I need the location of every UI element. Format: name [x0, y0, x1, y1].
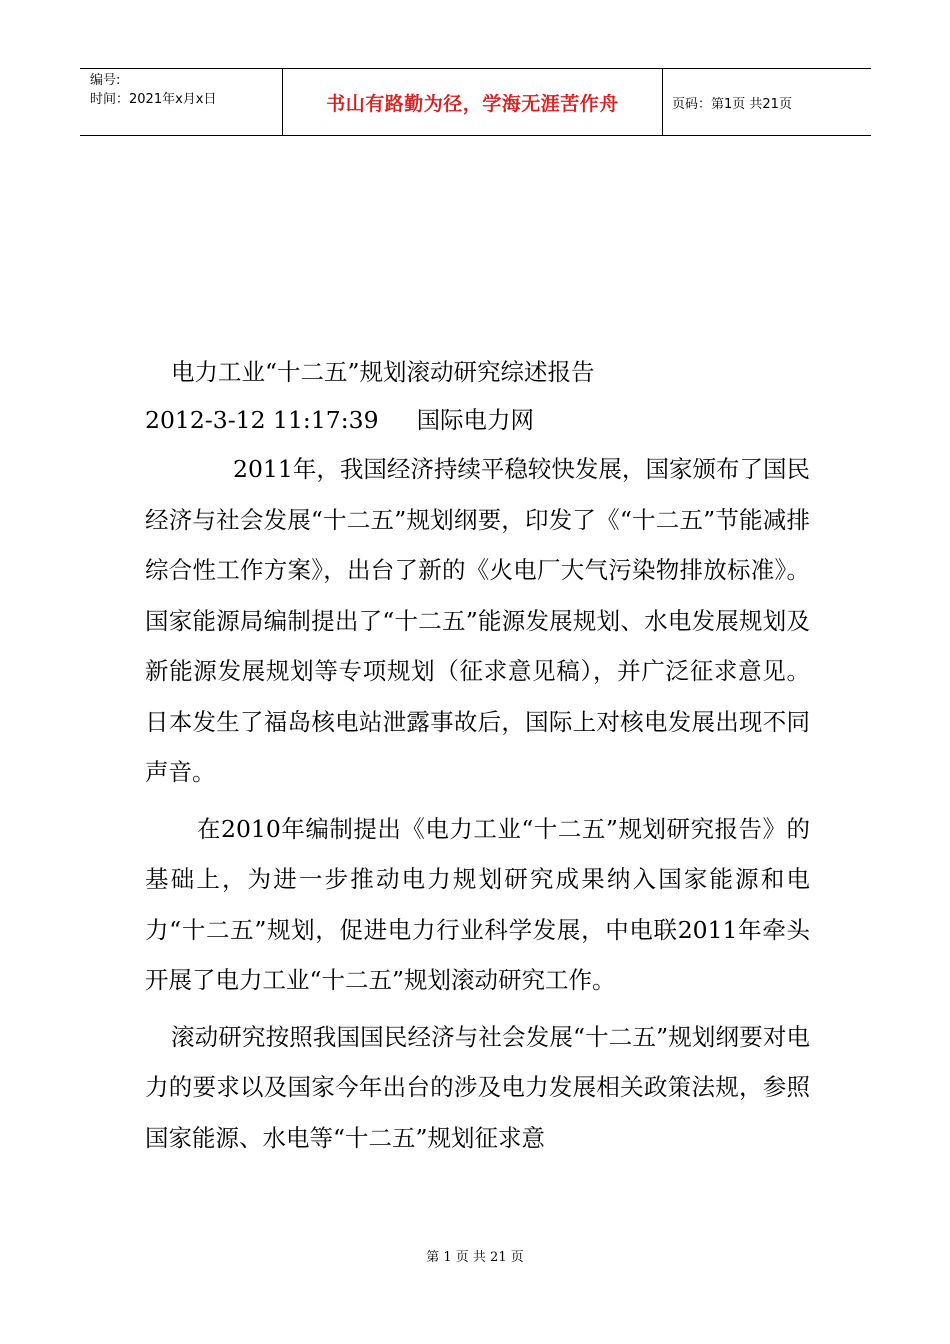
- article-title: 电力工业“十二五”规划滚动研究综述报告: [171, 358, 595, 386]
- header-page-info: 页码：第1页 共21页: [672, 96, 792, 112]
- article-meta: [145, 396, 810, 444]
- article-datetime: 2012-3-12 11:17:39: [145, 406, 379, 434]
- article-source: 国际电力网: [416, 406, 535, 434]
- article-body: [145, 348, 810, 1169]
- header-info: [80, 69, 282, 135]
- document-header: [80, 68, 871, 136]
- header-divider-right: [662, 69, 663, 135]
- article-paragraph: 滚动研究按照我国国民经济与社会发展“十二五”规划纲要对电力的要求以及国家今年出台的涉及电力发展相关政策法规，参照国家能源、水电等“十二五”规划征求意: [145, 1022, 810, 1152]
- article-paragraph: 2011年，我国经济持续平稳较快发展，国家颁布了国民经济与社会发展“十二五”规划纲要，印发了《“十二五”节能减排综合性工作方案》，出台了新的《火电厂大气污染物排放标准》。国家能源局编制提出了“十二五”能源发展规划、水电发展规划及新能源发展规划等专项规划（征求意见稿），并广泛征求意见。日本发生了福岛核电站泄露事故后，国际上对核电发展出现不同声音。: [145, 455, 810, 786]
- article-paragraph: 在2010年编制提出《电力工业“十二五”规划研究报告》的基础上，为进一步推动电力规划研究成果纳入国家能源和电力“十二五”规划，促进电力行业科学发展，中电联2011年牵头开展了电力工业“十二五”规划滚动研究工作。: [145, 814, 810, 994]
- page-footer: 第 1 页 共 21 页: [426, 1250, 524, 1265]
- document-number-label: 编号:: [90, 73, 121, 88]
- header-motto: 书山有路勤为径，学海无涯苦作舟: [326, 92, 619, 115]
- document-time-label: 时间：2021年x月x日: [90, 92, 217, 107]
